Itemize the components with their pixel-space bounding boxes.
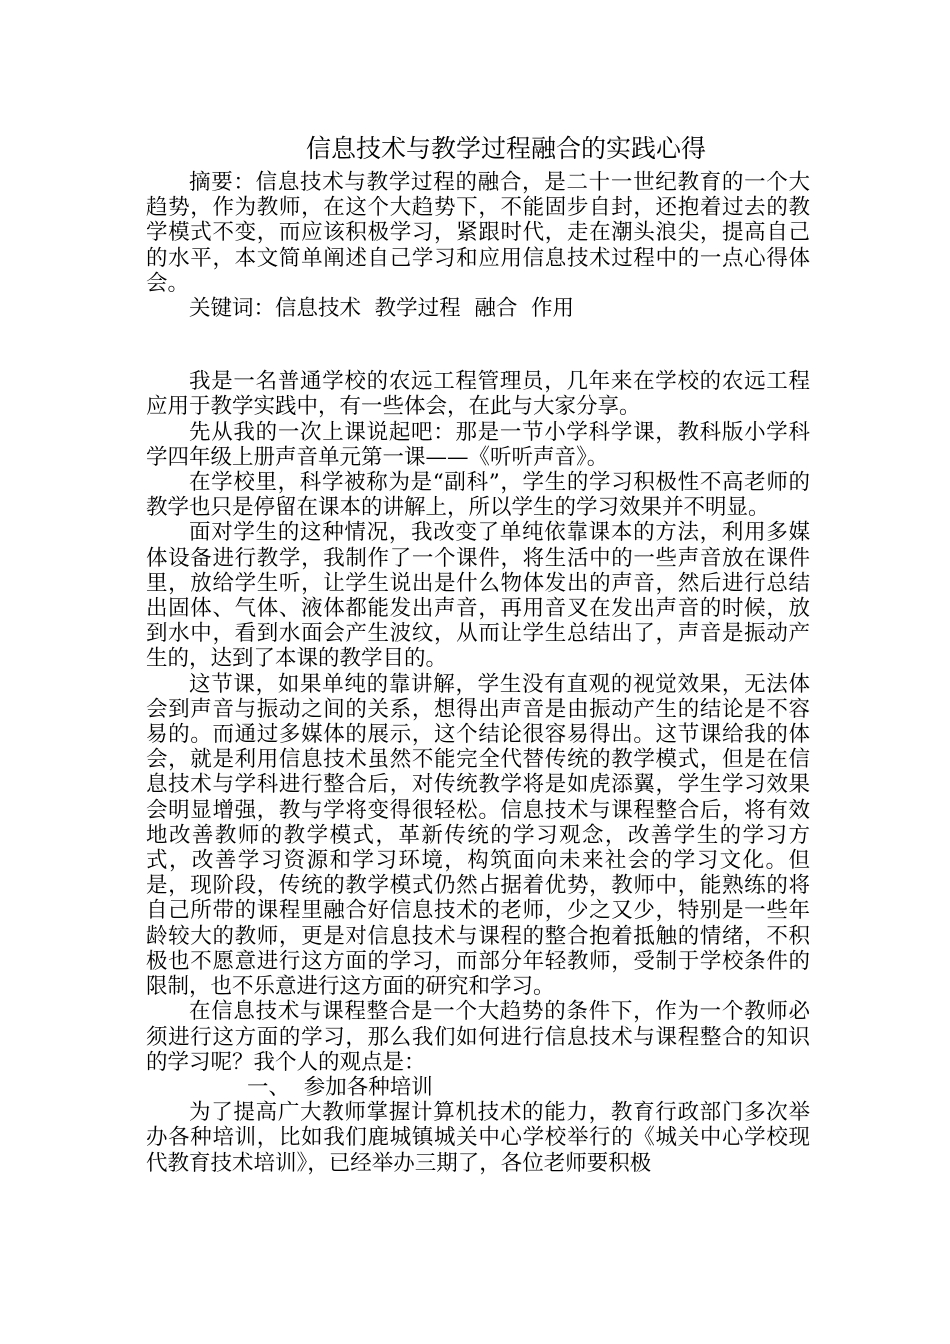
document-title: 信息技术与教学过程融合的实践心得 xyxy=(305,134,706,163)
body-paragraph-2: 先从我的一次上课说起吧：那是一节小学科学课，教科版小学科学四年级上册声音单元第一课——《听听声音》。 xyxy=(146,419,810,470)
document-body xyxy=(146,132,810,1176)
section-heading: 一、 参加各种培训 xyxy=(247,1074,433,1100)
body-paragraph-5: 这节课，如果单纯的靠讲解，学生没有直观的视觉效果，无法体会到声音与振动之间的关系，想得出声音是由振动产生的结论是不容易的。而通过多媒体的展示，这个结论很容易得出。这节课给我的体会，就是利用信息技术虽然不能完全代替传统的教学模式，但是在信息技术与学科进行整合后，对传统教学将是如虎添翼，学生学习效果会明显增强，教与学将变得很轻松。信息技术与课程整合后，将有效地改善教师的教学模式，革新传统的学习观念，改善学生的学习方式，改善学习资源和学习环境，构筑面向未来社会的学习文化。但是，现阶段，传统的教学模式仍然占据着优势，教师中，能熟练的将自己所带的课程里融合好信息技术的老师，少之又少，特别是一些年龄较大的教师，更是对信息技术与课程的整合抱着抵触的情绪，不积极也不愿意进行这方面的学习，而部分年轻教师，受制于学校条件的限制，也不乐意进行这方面的研究和学习。 xyxy=(146,671,810,1000)
body-paragraph-4: 面对学生的这种情况，我改变了单纯依靠课本的方法，利用多媒体设备进行教学，我制作了一个课件，将生活中的一些声音放在课件里，放给学生听，让学生说出是什么物体发出的声音，然后进行总结出固体、气体、液体都能发出声音，再用音叉在发出声音的时候，放到水中，看到水面会产生波纹，从而让学生总结出了，声音是振动产生的，达到了本课的教学目的。 xyxy=(146,520,810,672)
body-paragraph-7: 为了提高广大教师掌握计算机技术的能力，教育行政部门多次举办各种培训，比如我们鹿城镇城关中心学校举行的《城关中心学校现代教育技术培训》，已经举办三期了，各位老师要积极 xyxy=(146,1100,810,1176)
body-paragraph-1: 我是一名普通学校的农远工程管理员，几年来在学校的农远工程应用于教学实践中，有一些体会，在此与大家分享。 xyxy=(146,369,810,420)
abstract-paragraph: 摘要：信息技术与教学过程的融合，是二十一世纪教育的一个大趋势，作为教师，在这个大趋势下，不能固步自封，还抱着过去的教学模式不变，而应该积极学习，紧跟时代，走在潮头浪尖，提高自己的水平，本文简单阐述自己学习和应用信息技术过程中的一点心得体会。 xyxy=(146,170,810,296)
body-paragraph-3: 在学校里，科学被称为是“副科”，学生的学习积极性不高老师的教学也只是停留在课本的讲解上，所以学生的学习效果并不明显。 xyxy=(146,470,810,521)
keywords-line: 关键词：信息技术 教学过程 融合 作用 xyxy=(189,296,575,322)
body-paragraph-6: 在信息技术与课程整合是一个大趋势的条件下，作为一个教师必须进行这方面的学习，那么我们如何进行信息技术与课程整合的知识的学习呢？我个人的观点是： xyxy=(146,999,810,1075)
